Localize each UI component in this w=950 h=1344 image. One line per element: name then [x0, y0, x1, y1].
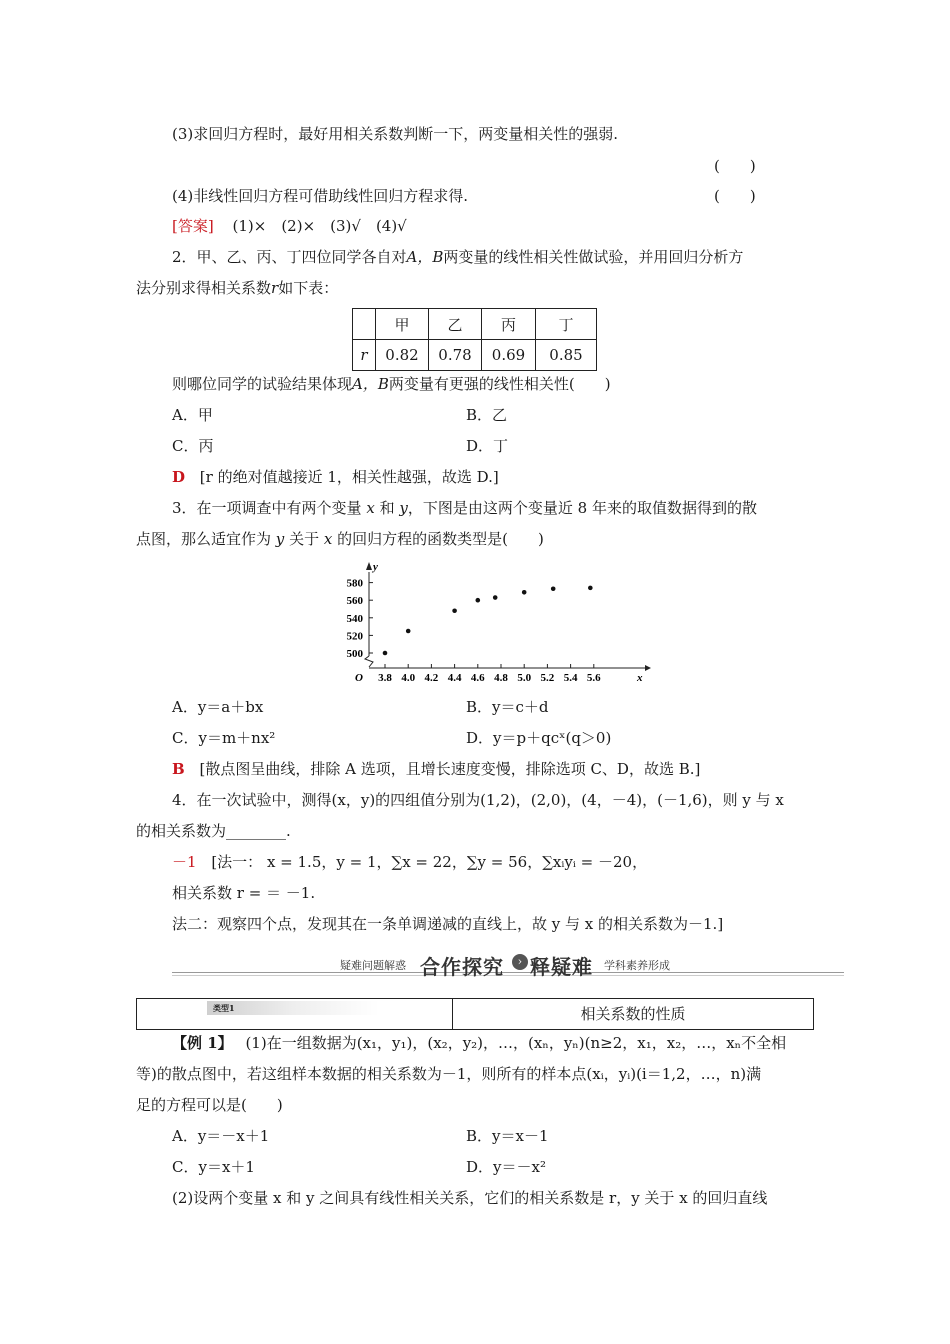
q1-answer	[172, 216, 407, 236]
var-x: x	[366, 499, 375, 517]
var-x: x	[323, 530, 333, 548]
example1-option-c: C．y＝x＋1	[172, 1158, 255, 1176]
banner-rule	[172, 975, 844, 976]
scatter-plot	[335, 558, 655, 693]
data-point	[551, 586, 556, 591]
q2-ask-a: 则哪位同学的试验结果体现	[172, 375, 353, 393]
section-banner	[172, 950, 844, 979]
item-4-answer-paren: ( )	[714, 187, 756, 205]
x-tick-label: 5.6	[586, 672, 601, 684]
table-cell: 0.82	[376, 340, 429, 371]
q2-option-a: A．甲	[172, 406, 213, 424]
q2-solution-text: [r 的绝对值越接近 1，相关性越强，故选 D.]	[199, 468, 499, 486]
example1-option-d: D．y＝－x²	[466, 1158, 546, 1176]
q2-option-d: D．丁	[466, 437, 509, 455]
q2-option-c: C．丙	[172, 437, 214, 455]
table-row	[353, 340, 597, 371]
q3-solution-letter: B	[172, 760, 185, 778]
q2-ask-b: 两变量有更强的线性相关性( )	[388, 375, 611, 393]
q3-stem-f: 的回归方程的函数类型是( )	[337, 530, 544, 548]
y-tick-label: 560	[346, 595, 363, 608]
q3-option-b: B．y＝c＋d	[466, 698, 549, 716]
banner-rule	[172, 972, 844, 973]
example1-line2: 等)的散点图中，若这组样本数据的相关系数为－1，则所有的样本点(xᵢ，yᵢ)(i＝1,2，…，n)满	[136, 1065, 762, 1083]
q2-stem-line1	[172, 247, 743, 267]
x-tick-label: 4.6	[470, 672, 485, 684]
y-tick-label: 540	[346, 612, 363, 625]
q3-option-a: A．y＝a＋bx	[172, 698, 264, 716]
q2-solution	[172, 467, 499, 487]
example1-text1: (1)在一组数据为(x₁，y₁)，(x₂，y₂)，…，(xₙ，yₙ)(n≥2，x₁，x₂，…，xₙ不全相	[245, 1034, 787, 1052]
q3-stem-b: 和	[379, 499, 395, 517]
q3-stem-line1	[172, 498, 757, 518]
table-header-cell	[353, 309, 376, 340]
x-axis-arrow-icon	[645, 665, 651, 671]
var-y: y	[275, 530, 285, 548]
y-tick-label: 520	[346, 630, 363, 643]
q4-solution-line1	[172, 852, 647, 872]
correlation-table	[352, 308, 597, 371]
answer-text: (1)× (2)× (3)√ (4)√	[232, 217, 407, 235]
table-header-cell: 甲	[376, 309, 429, 340]
x-tick-label: 5.0	[517, 672, 532, 684]
example1-label: 【例 1】	[172, 1034, 233, 1052]
x-tick-label: 4.4	[447, 672, 462, 684]
example1-option-a: A．y＝－x＋1	[172, 1127, 270, 1145]
y-tick-label: 580	[346, 577, 363, 590]
q2-question	[172, 374, 611, 394]
var-ab: A，B	[352, 375, 389, 393]
q3-option-d: D．y＝p＋qcˣ(q＞0)	[466, 729, 612, 747]
var-y: y	[399, 499, 408, 517]
banner-right-label: 学科素养形成	[604, 959, 670, 972]
arrow-circle-icon: ›	[512, 954, 528, 970]
data-point	[493, 595, 498, 600]
q4-solution-line2: 相关系数 r = ＝ －1.	[172, 884, 316, 902]
table-cell: 0.69	[482, 340, 536, 371]
data-point	[588, 586, 593, 591]
table-row-label	[353, 340, 376, 371]
q4-solution-line3: 法二：观察四个点，发现其在一条单调递减的直线上，故 y 与 x 的相关系数为－1.]	[172, 915, 724, 933]
x-tick-label: 3.8	[378, 672, 392, 684]
y-axis-arrow-icon	[366, 562, 372, 570]
data-point	[476, 598, 481, 603]
q3-option-c: C．y＝m＋nx²	[172, 729, 276, 747]
y-tick-label: 500	[346, 648, 363, 660]
q3-stem-d: 点图，那么适宜作为	[136, 530, 272, 548]
type-tag: 类型1	[207, 1001, 379, 1015]
example1-line4: (2)设两个变量 x 和 y 之间具有线性相关关系，它们的相关系数是 r，y 关于 x 的回归直线	[172, 1189, 768, 1207]
example1-line1	[172, 1033, 786, 1053]
x-tick-label: 4.0	[401, 672, 416, 684]
item-3-text: (3)求回归方程时，最好用相关系数判断一下，两变量相关性的强弱.	[172, 125, 619, 143]
table-cell: 0.78	[429, 340, 482, 371]
banner-title-a: 合作探究	[420, 955, 504, 979]
data-point	[406, 629, 411, 634]
banner-left-label: 疑难问题解惑	[340, 959, 406, 972]
data-point	[383, 651, 388, 656]
table-cell: 0.85	[536, 340, 597, 371]
q3-stem-a: 3．在一项调查中有两个变量	[172, 499, 362, 517]
y-axis-label: y	[373, 561, 378, 573]
q3-stem-line2	[136, 529, 544, 549]
q4-solution-value: －1	[172, 853, 197, 871]
var-ab: A，B	[406, 248, 444, 266]
table-header-cell: 丁	[536, 309, 597, 340]
example1-option-b: B．y＝x－1	[466, 1127, 549, 1145]
var-r: r	[271, 279, 279, 297]
q2-stem-c: 法分别求得相关系数	[136, 279, 272, 297]
table-header-row	[353, 309, 597, 340]
x-tick-label: 5.4	[563, 672, 578, 684]
item-4-text: (4)非线性回归方程可借助线性回归方程求得.	[172, 187, 469, 205]
q4-stem-line1: 4．在一次试验中，测得(x，y)的四组值分别为(1,2)，(2,0)，(4，－4)，(－1,6)，则 y 与 x	[172, 791, 784, 809]
answer-label: [答案]	[172, 217, 214, 235]
data-point	[452, 608, 457, 613]
x-axis-label: x	[637, 672, 643, 684]
q3-solution-text: [散点图呈曲线，排除 A 选项，且增长速度变慢，排除选项 C、D，故选 B.]	[199, 760, 701, 778]
table-header-cell: 丙	[482, 309, 536, 340]
banner-title-b: 释疑难	[530, 955, 593, 979]
q2-stem-line2	[136, 278, 338, 298]
q3-solution	[172, 759, 700, 779]
q4-stem-line2: 的相关系数为________.	[136, 822, 291, 840]
axis-break-icon	[365, 656, 373, 667]
table-header-cell: 乙	[429, 309, 482, 340]
q2-option-b: B．乙	[466, 406, 508, 424]
item-3-answer-paren: ( )	[714, 157, 756, 175]
q3-stem-e: 关于	[289, 530, 320, 548]
q4-solution-text1: [法一： x = 1.5，y = 1，∑x = 22，∑y = 56，∑xᵢyᵢ = －20，	[211, 853, 648, 871]
origin-label: O	[355, 672, 363, 684]
data-point	[522, 590, 527, 595]
type-header-box	[136, 998, 814, 1030]
q2-stem-b: 两变量的线性相关性做试验，并用回归分析方	[443, 248, 744, 266]
q2-solution-letter: D	[172, 468, 186, 486]
x-tick-label: 4.8	[494, 672, 508, 684]
q3-stem-c: ，下图是由这两个变量近 8 年来的取值数据得到的散	[407, 499, 757, 517]
example1-line3: 足的方程可以是( )	[136, 1096, 283, 1114]
q2-stem-a: 2．甲、乙、丙、丁四位同学各自对	[172, 248, 407, 266]
q2-stem-d: 如下表：	[278, 279, 339, 297]
x-tick-label: 5.2	[540, 672, 555, 684]
x-tick-label: 4.2	[424, 672, 439, 684]
row-label-r: r	[360, 346, 368, 364]
type-title: 相关系数的性质	[580, 1005, 686, 1023]
